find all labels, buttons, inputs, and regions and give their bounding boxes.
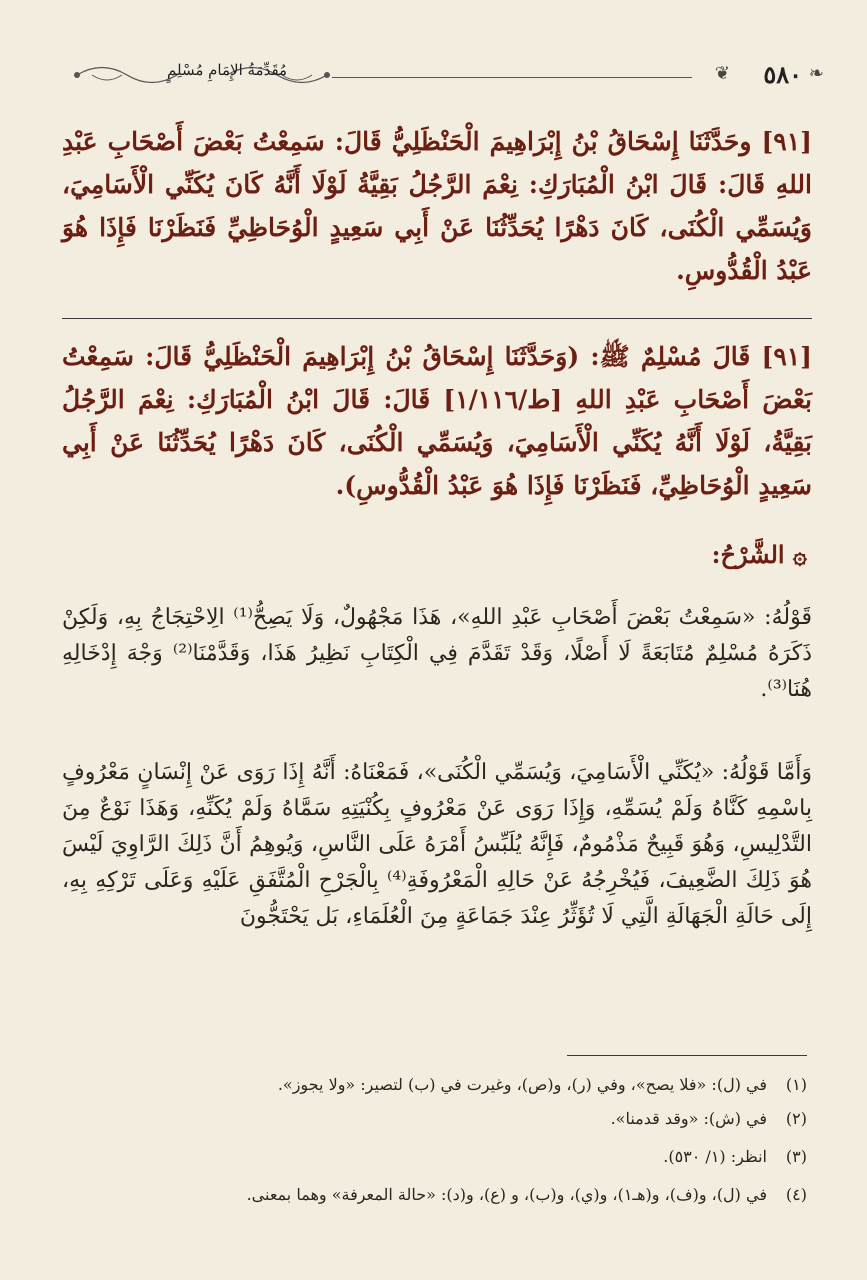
footnote bbox=[57, 1068, 807, 1102]
footnote-number: (١) bbox=[785, 1075, 807, 1094]
sharh-heading: ۞ الشَّرْحُ: bbox=[711, 540, 807, 569]
footnote-number: (٤) bbox=[785, 1185, 807, 1204]
footnote-text: انظر: (١/ ٥٣٠). bbox=[663, 1147, 767, 1166]
footnote-text: في (ل): «فلا يصح»، وفي (ر)، و(ص)، وغيرت في (ب) لتصير: «ولا يجوز». bbox=[277, 1075, 767, 1094]
page-header bbox=[72, 55, 824, 95]
page-number: ٥٨٠ bbox=[763, 60, 802, 89]
narration-text: [٩١] وحَدَّثَنَا إِسْحَاقُ بْنُ إِبْرَاهِيمَ الْحَنْظَلِيُّ قَالَ: سَمِعْتُ بَعْضَ أَصْحَابِ عَبْدِ اللهِ قَالَ: قَالَ ابْنُ الْمُبَارَكِ: نِعْمَ الرَّجُلُ بَقِيَّةُ لَوْلَا أَنَّهُ كَانَ يُكَنِّي الْأَسَامِيَ، وَيُسَمِّي الْكُنَى، كَانَ دَهْرًا يُحَدِّثُنَا عَنْ أَبِي سَعِيدٍ الْوُحَاظِيِّ فَنَظَرْنَا فَإِذَا هُوَ عَبْدُ الْقُدُّوسِ. bbox=[62, 127, 812, 285]
footnote bbox=[57, 1178, 807, 1212]
running-title: مُقَدِّمَةُ الإِمَامِ مُسْلِمٍ bbox=[167, 61, 288, 79]
header-ornament-right: ❧ bbox=[808, 63, 824, 84]
footnote bbox=[57, 1140, 807, 1174]
footnote-rule bbox=[567, 1055, 807, 1056]
commentary-paragraph: قَوْلُهُ: «سَمِعْتُ بَعْضَ أَصْحَابِ عَبْدِ اللهِ»، هَذَا مَجْهُولٌ، وَلَا يَصِحُّ⁽¹⁾ الِاحْتِجَاجُ بِهِ، وَلَكِنْ ذَكَرَهُ مُسْلِمٌ مُتَابَعَةً لَا أَصْلًا، وَقَدْ تَقَدَّمَ فِي الْكِتَابِ نَظِيرُ هَذَا، وَقَدَّمْنَا⁽²⁾ وَجْهَ إِدْخَالِهِ هُنَا⁽³⁾. bbox=[62, 605, 812, 702]
header-rule bbox=[332, 77, 692, 78]
footnote-text: في (ش): «وقد قدمنا». bbox=[610, 1109, 767, 1128]
header-ornament-right: ❦ bbox=[714, 63, 730, 84]
footnote bbox=[57, 1102, 807, 1136]
commentary-paragraph: وَأَمَّا قَوْلُهُ: «يُكَنِّي الْأَسَامِيَ، وَيُسَمِّي الْكُنَى»، فَمَعْنَاهُ: أَنَّهُ إِذَا رَوَى عَنْ إِنْسَانٍ مَعْرُوفٍ بِاسْمِهِ كَنَّاهُ وَلَمْ يُسَمِّهِ، وَإِذَا رَوَى عَنْ مَعْرُوفٍ بِكُنْيَتِهِ سَمَّاهُ وَلَمْ يُكَنِّهِ، وَهَذَا نَوْعٌ مِنَ التَّدْلِيسِ، وَهُوَ قَبِيحٌ مَذْمُومٌ، فَإِنَّهُ يُلَبِّسُ أَمْرَهُ عَلَى النَّاسِ، وَيُوهِمُ أَنَّ ذَلِكَ الرَّاوِيَ لَيْسَ هُوَ ذَلِكَ الضَّعِيفَ، فَيُخْرِجُهُ عَنْ حَالِهِ الْمَعْرُوفَةِ⁽⁴⁾ بِالْجَرْحِ الْمُتَّفَقِ عَلَيْهِ وَعَلَى تَرْكِهِ بِهِ، إِلَى حَالَةِ الْجَهَالَةِ الَّتِي لَا تُؤَثِّرُ عِنْدَ جَمَاعَةٍ مِنَ الْعُلَمَاءِ، بَل يَحْتَجُّونَ bbox=[62, 760, 812, 929]
footnote-number: (٢) bbox=[785, 1109, 807, 1128]
footnote-text: في (ل)، و(ف)، و(هـ١)، و(ي)، و(ب)، و (ع)، و(د): «حالة المعرفة» وهما بمعنى. bbox=[246, 1185, 767, 1204]
section-divider bbox=[62, 318, 812, 319]
footnote-number: (٣) bbox=[785, 1147, 807, 1166]
variant-narration-text: [٩١] قَالَ مُسْلِمٌ ﷺ: (وَحَدَّثَنَا إِسْحَاقُ بْنُ إِبْرَاهِيمَ الْحَنْظَلِيُّ قَالَ: سَمِعْتُ بَعْضَ أَصْحَابِ عَبْدِ اللهِ [ط/١/١١٦] قَالَ: قَالَ ابْنُ الْمُبَارَكِ: نِعْمَ الرَّجُلُ بَقِيَّةُ، لَوْلَا أَنَّهُ يُكَنِّي الْأَسَامِيَ، وَيُسَمِّي الْكُنَى، كَانَ دَهْرًا يُحَدِّثُنَا عَنْ أَبِي سَعِيدٍ الْوُحَاظِيِّ، فَنَظَرْنَا فَإِذَا هُوَ عَبْدُ الْقُدُّوسِ). bbox=[62, 342, 813, 500]
